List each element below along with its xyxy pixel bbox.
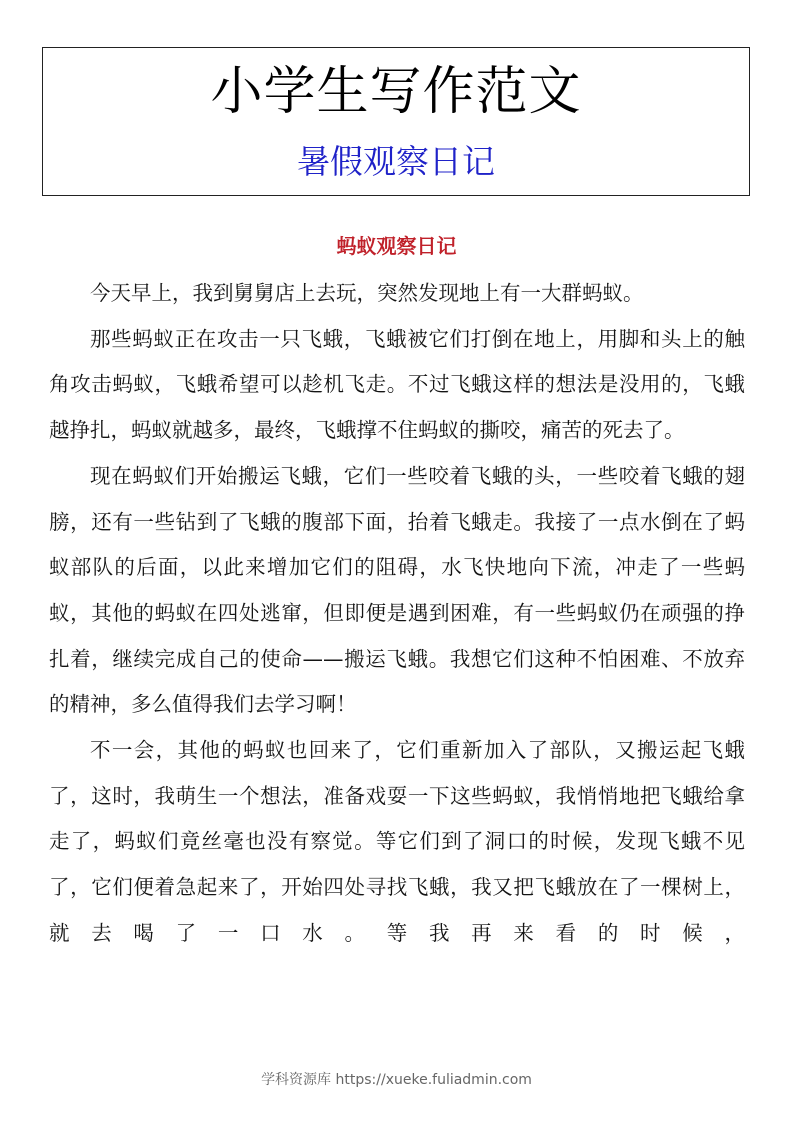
paragraph-4: 不一会，其他的蚂蚁也回来了，它们重新加入了部队，又搬运起飞蛾了，这时，我萌生一个想法，准备戏耍一下这些蚂蚁，我悄悄地把飞蛾给拿走了，蚂蚁们竟丝毫也没有察觉。等它们到了洞口的时候，发现飞蛾不见了，它们便着急起来了，开始四处寻找飞蛾，我又把飞蛾放在了一棵树上，就去喝了一口水。等我再来看的时候，: [49, 738, 745, 945]
title-box: [42, 47, 750, 196]
page-title: 小学生写作范文: [210, 62, 582, 122]
page-subtitle: 暑假观察日记: [297, 142, 495, 181]
paragraph-1: 今天早上，我到舅舅店上去玩，突然发现地上有一大群蚂蚁。: [90, 281, 644, 305]
footer-source: 学科资源库 https://xueke.fuliadmin.com: [261, 1072, 532, 1088]
paragraph-2: 那些蚂蚁正在攻击一只飞蛾，飞蛾被它们打倒在地上，用脚和头上的触角攻击蚂蚁，飞蛾希望可以趁机飞走。不过飞蛾这样的想法是没用的，飞蛾越挣扎，蚂蚁就越多，最终，飞蛾撑不住蚂蚁的撕咬，痛苦的死去了。: [49, 326, 745, 443]
article-body: [49, 271, 745, 957]
paragraph-3: 现在蚂蚁们开始搬运飞蛾，它们一些咬着飞蛾的头，一些咬着飞蛾的翅膀，还有一些钻到了飞蛾的腹部下面，抬着飞蛾走。我接了一点水倒在了蚂蚁部队的后面，以此来增加它们的阻碍，水飞快地向下流，冲走了一些蚂蚁，其他的蚂蚁在四处逃窜，但即便是遇到困难，有一些蚂蚁仍在顽强的挣扎着，继续完成自己的使命——搬运飞蛾。我想它们这种不怕困难、不放弃的精神，多么值得我们去学习啊！: [49, 463, 745, 717]
article-title: 蚂蚁观察日记: [336, 234, 457, 258]
